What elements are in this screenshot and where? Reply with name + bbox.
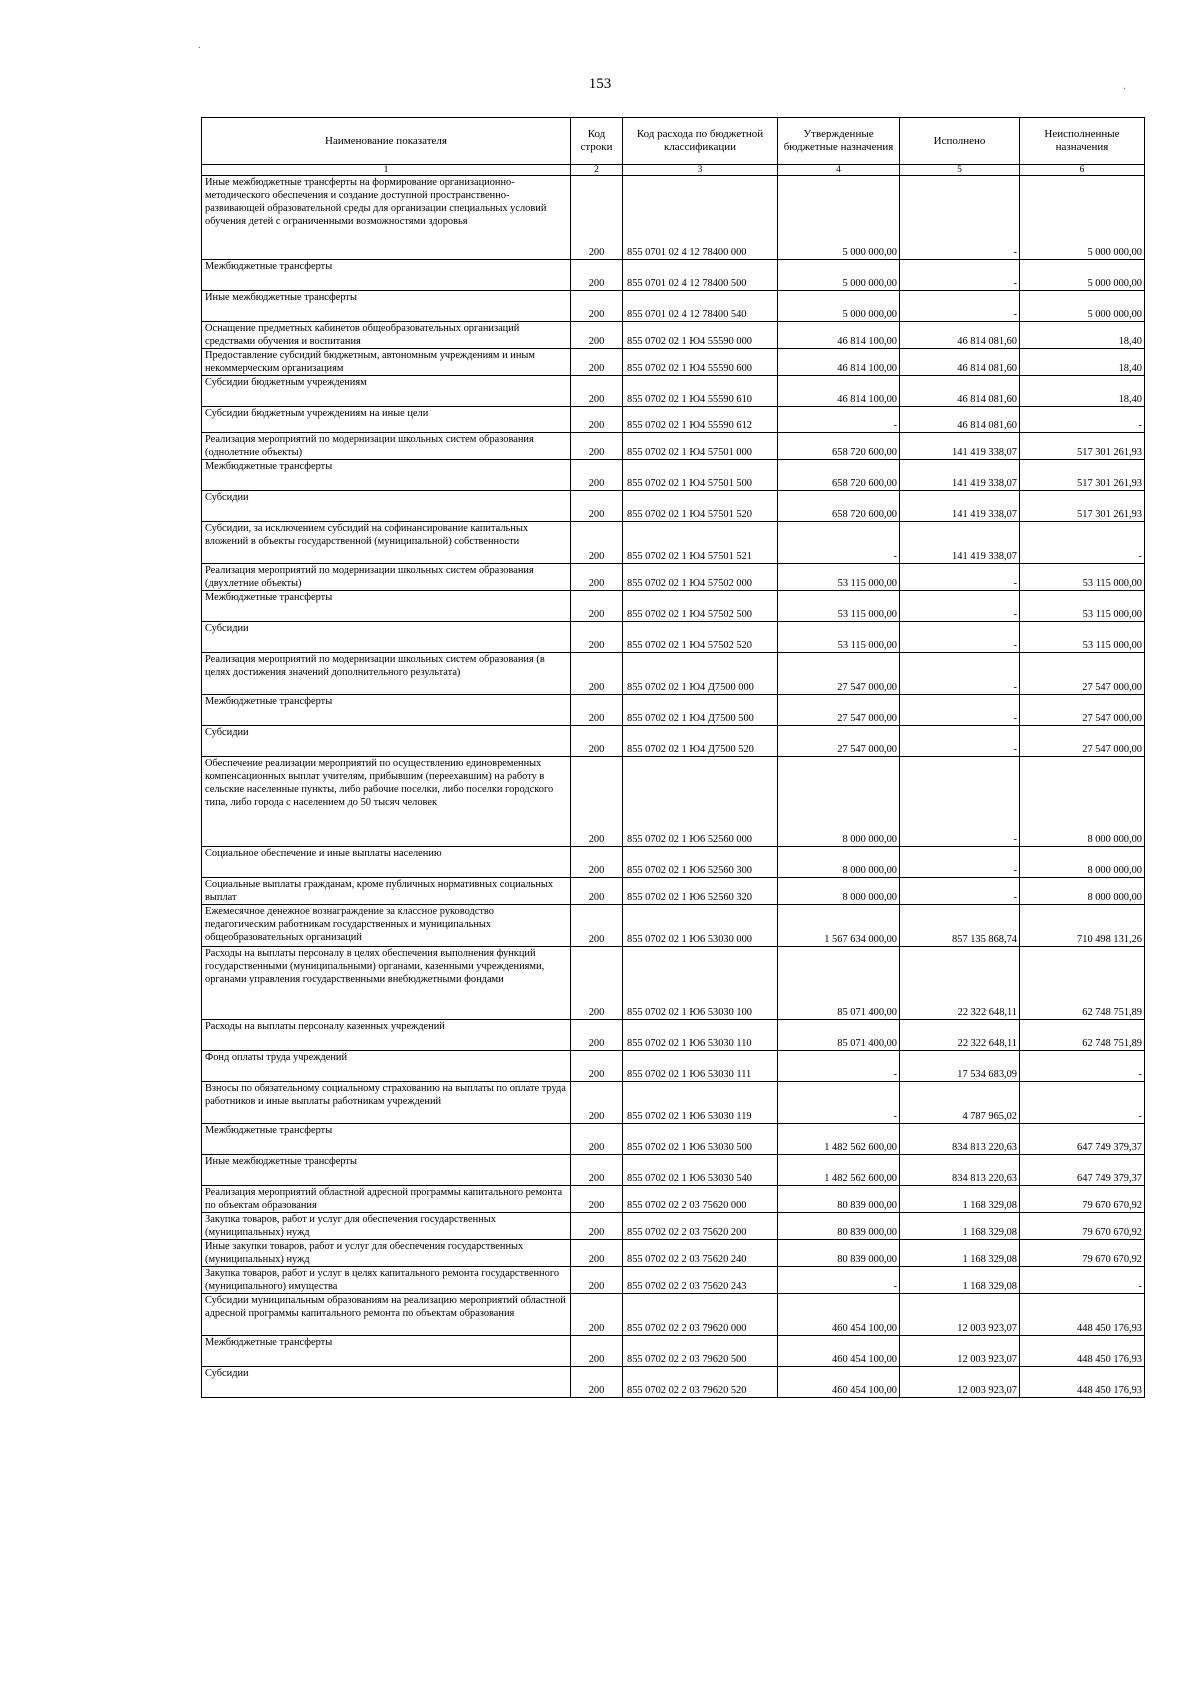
table-row bbox=[202, 1155, 1145, 1186]
table-row bbox=[202, 757, 1145, 847]
row-name: Расходы на выплаты персоналу в целях обеспечения выполнения функций государственными (муниципальными) органами, казенными учреждениями, органами управления государственными внебюджетными фондами bbox=[202, 947, 571, 1020]
approved-amount: 53 115 000,00 bbox=[778, 591, 900, 622]
approved-amount: 460 454 100,00 bbox=[778, 1367, 900, 1398]
budget-execution-table bbox=[201, 117, 1145, 1398]
budget-code: 855 0702 02 1 Ю4 Д7500 000 bbox=[623, 653, 778, 695]
table-row bbox=[202, 1124, 1145, 1155]
unexecuted-amount: - bbox=[1020, 522, 1145, 564]
line-code: 200 bbox=[571, 1020, 623, 1051]
executed-amount: 12 003 923,07 bbox=[900, 1294, 1020, 1336]
unexecuted-amount: 62 748 751,89 bbox=[1020, 947, 1145, 1020]
unexecuted-amount: 517 301 261,93 bbox=[1020, 491, 1145, 522]
line-code: 200 bbox=[571, 376, 623, 407]
executed-amount: 4 787 965,02 bbox=[900, 1082, 1020, 1124]
table-row bbox=[202, 260, 1145, 291]
line-code: 200 bbox=[571, 460, 623, 491]
table-row bbox=[202, 491, 1145, 522]
line-code: 200 bbox=[571, 1124, 623, 1155]
budget-code: 855 0701 02 4 12 78400 000 bbox=[623, 176, 778, 260]
executed-amount: - bbox=[900, 291, 1020, 322]
budget-code: 855 0701 02 4 12 78400 500 bbox=[623, 260, 778, 291]
line-code: 200 bbox=[571, 1155, 623, 1186]
line-code: 200 bbox=[571, 1267, 623, 1294]
approved-amount: 460 454 100,00 bbox=[778, 1336, 900, 1367]
table-row bbox=[202, 1186, 1145, 1213]
row-name: Ежемесячное денежное вознаграждение за классное руководство педагогическим работникам государственных и муниципальных общеобразовательных организаций bbox=[202, 905, 571, 947]
table-row bbox=[202, 947, 1145, 1020]
approved-amount: 5 000 000,00 bbox=[778, 291, 900, 322]
budget-code: 855 0702 02 1 Ю6 52560 300 bbox=[623, 847, 778, 878]
approved-amount: 8 000 000,00 bbox=[778, 757, 900, 847]
executed-amount: - bbox=[900, 653, 1020, 695]
approved-amount: 80 839 000,00 bbox=[778, 1186, 900, 1213]
table-row bbox=[202, 653, 1145, 695]
table-row bbox=[202, 460, 1145, 491]
table-row bbox=[202, 1082, 1145, 1124]
line-code: 200 bbox=[571, 176, 623, 260]
unexecuted-amount: 27 547 000,00 bbox=[1020, 695, 1145, 726]
budget-code: 855 0702 02 2 03 79620 500 bbox=[623, 1336, 778, 1367]
line-code: 200 bbox=[571, 726, 623, 757]
approved-amount: 27 547 000,00 bbox=[778, 653, 900, 695]
line-code: 200 bbox=[571, 291, 623, 322]
unexecuted-amount: 647 749 379,37 bbox=[1020, 1155, 1145, 1186]
page-number: 153 bbox=[588, 76, 612, 92]
executed-amount: 834 813 220,63 bbox=[900, 1124, 1020, 1155]
budget-code: 855 0702 02 1 Ю6 53030 119 bbox=[623, 1082, 778, 1124]
approved-amount: 1 482 562 600,00 bbox=[778, 1155, 900, 1186]
unexecuted-amount: 18,40 bbox=[1020, 322, 1145, 349]
budget-code: 855 0702 02 1 Ю4 57501 521 bbox=[623, 522, 778, 564]
line-code: 200 bbox=[571, 847, 623, 878]
line-code: 200 bbox=[571, 491, 623, 522]
unexecuted-amount: 53 115 000,00 bbox=[1020, 564, 1145, 591]
row-name: Реализация мероприятий по модернизации школьных систем образования (в целях достижения значений дополнительного результата) bbox=[202, 653, 571, 695]
budget-code: 855 0702 02 1 Ю4 Д7500 500 bbox=[623, 695, 778, 726]
approved-amount: - bbox=[778, 1267, 900, 1294]
approved-amount: 46 814 100,00 bbox=[778, 376, 900, 407]
budget-code: 855 0702 02 1 Ю4 55590 600 bbox=[623, 349, 778, 376]
row-name: Межбюджетные трансферты bbox=[202, 1336, 571, 1367]
budget-code: 855 0702 02 1 Ю4 57501 520 bbox=[623, 491, 778, 522]
table-row bbox=[202, 176, 1145, 260]
line-code: 200 bbox=[571, 1294, 623, 1336]
row-name: Субсидии бюджетным учреждениям bbox=[202, 376, 571, 407]
column-number: 5 bbox=[900, 165, 1020, 176]
budget-code: 855 0702 02 1 Ю4 55590 000 bbox=[623, 322, 778, 349]
budget-code: 855 0702 02 1 Ю6 52560 000 bbox=[623, 757, 778, 847]
unexecuted-amount: 517 301 261,93 bbox=[1020, 460, 1145, 491]
unexecuted-amount: 27 547 000,00 bbox=[1020, 653, 1145, 695]
executed-amount: - bbox=[900, 176, 1020, 260]
approved-amount: 85 071 400,00 bbox=[778, 947, 900, 1020]
table-row bbox=[202, 622, 1145, 653]
line-code: 200 bbox=[571, 757, 623, 847]
approved-amount: 8 000 000,00 bbox=[778, 878, 900, 905]
column-number: 6 bbox=[1020, 165, 1145, 176]
row-name: Межбюджетные трансферты bbox=[202, 695, 571, 726]
budget-code: 855 0702 02 1 Ю4 57501 500 bbox=[623, 460, 778, 491]
line-code: 200 bbox=[571, 433, 623, 460]
executed-amount: - bbox=[900, 622, 1020, 653]
executed-amount: - bbox=[900, 591, 1020, 622]
approved-amount: 27 547 000,00 bbox=[778, 695, 900, 726]
unexecuted-amount: 79 670 670,92 bbox=[1020, 1186, 1145, 1213]
table-row bbox=[202, 407, 1145, 433]
budget-code: 855 0702 02 2 03 79620 000 bbox=[623, 1294, 778, 1336]
table-row bbox=[202, 1020, 1145, 1051]
approved-amount: 658 720 600,00 bbox=[778, 460, 900, 491]
column-header-approved: Утвержденные бюджетные назначения bbox=[778, 118, 900, 165]
unexecuted-amount: 8 000 000,00 bbox=[1020, 878, 1145, 905]
line-code: 200 bbox=[571, 522, 623, 564]
executed-amount: 12 003 923,07 bbox=[900, 1367, 1020, 1398]
row-name: Межбюджетные трансферты bbox=[202, 591, 571, 622]
row-name: Социальное обеспечение и иные выплаты населению bbox=[202, 847, 571, 878]
budget-code: 855 0702 02 2 03 75620 200 bbox=[623, 1213, 778, 1240]
line-code: 200 bbox=[571, 1336, 623, 1367]
column-header-name: Наименование показателя bbox=[202, 118, 571, 165]
executed-amount: 46 814 081,60 bbox=[900, 349, 1020, 376]
line-code: 200 bbox=[571, 653, 623, 695]
row-name: Субсидии бюджетным учреждениям на иные цели bbox=[202, 407, 571, 433]
row-name: Межбюджетные трансферты bbox=[202, 1124, 571, 1155]
scan-speck: . bbox=[198, 40, 201, 51]
executed-amount: 141 419 338,07 bbox=[900, 433, 1020, 460]
line-code: 200 bbox=[571, 622, 623, 653]
approved-amount: 1 567 634 000,00 bbox=[778, 905, 900, 947]
row-name: Иные закупки товаров, работ и услуг для обеспечения государственных (муниципальных) нужд bbox=[202, 1240, 571, 1267]
column-number-row bbox=[202, 165, 1145, 176]
line-code: 200 bbox=[571, 322, 623, 349]
executed-amount: 46 814 081,60 bbox=[900, 407, 1020, 433]
line-code: 200 bbox=[571, 1213, 623, 1240]
budget-code: 855 0701 02 4 12 78400 540 bbox=[623, 291, 778, 322]
budget-code: 855 0702 02 1 Ю4 Д7500 520 bbox=[623, 726, 778, 757]
executed-amount: 22 322 648,11 bbox=[900, 947, 1020, 1020]
line-code: 200 bbox=[571, 1051, 623, 1082]
table-row bbox=[202, 349, 1145, 376]
row-name: Закупка товаров, работ и услуг для обеспечения государственных (муниципальных) нужд bbox=[202, 1213, 571, 1240]
approved-amount: 85 071 400,00 bbox=[778, 1020, 900, 1051]
line-code: 200 bbox=[571, 407, 623, 433]
table-row bbox=[202, 564, 1145, 591]
approved-amount: - bbox=[778, 1082, 900, 1124]
row-name: Субсидии муниципальным образованиям на реализацию мероприятий областной адресной программы капитального ремонта по объектам образования bbox=[202, 1294, 571, 1336]
line-code: 200 bbox=[571, 1367, 623, 1398]
table-row bbox=[202, 1240, 1145, 1267]
column-header-unexecuted: Неисполненные назначения bbox=[1020, 118, 1145, 165]
table-row bbox=[202, 322, 1145, 349]
budget-code: 855 0702 02 1 Ю6 53030 540 bbox=[623, 1155, 778, 1186]
table-row bbox=[202, 726, 1145, 757]
row-name: Реализация мероприятий по модернизации школьных систем образования (однолетние объекты) bbox=[202, 433, 571, 460]
executed-amount: 141 419 338,07 bbox=[900, 522, 1020, 564]
budget-code: 855 0702 02 1 Ю4 57502 520 bbox=[623, 622, 778, 653]
row-name: Субсидии bbox=[202, 491, 571, 522]
budget-code: 855 0702 02 1 Ю4 57502 500 bbox=[623, 591, 778, 622]
row-name: Субсидии bbox=[202, 622, 571, 653]
header-row bbox=[202, 118, 1145, 165]
unexecuted-amount: 62 748 751,89 bbox=[1020, 1020, 1145, 1051]
row-name: Фонд оплаты труда учреждений bbox=[202, 1051, 571, 1082]
row-name: Иные межбюджетные трансферты на формирование организационно-методического обеспечения и создание доступной пространственно-развивающей образовательной среды для организации специальных условий обучения детей с ограниченными возможностями здоровья bbox=[202, 176, 571, 260]
table-row bbox=[202, 433, 1145, 460]
budget-code: 855 0702 02 1 Ю6 53030 100 bbox=[623, 947, 778, 1020]
unexecuted-amount: 5 000 000,00 bbox=[1020, 260, 1145, 291]
line-code: 200 bbox=[571, 947, 623, 1020]
executed-amount: 141 419 338,07 bbox=[900, 460, 1020, 491]
row-name: Социальные выплаты гражданам, кроме публичных нормативных социальных выплат bbox=[202, 878, 571, 905]
executed-amount: 46 814 081,60 bbox=[900, 322, 1020, 349]
approved-amount: 658 720 600,00 bbox=[778, 433, 900, 460]
executed-amount: 12 003 923,07 bbox=[900, 1336, 1020, 1367]
approved-amount: 80 839 000,00 bbox=[778, 1213, 900, 1240]
budget-code: 855 0702 02 1 Ю4 55590 612 bbox=[623, 407, 778, 433]
approved-amount: 53 115 000,00 bbox=[778, 564, 900, 591]
table-row bbox=[202, 1336, 1145, 1367]
row-name: Оснащение предметных кабинетов общеобразовательных организаций средствами обучения и воспитания bbox=[202, 322, 571, 349]
unexecuted-amount: 79 670 670,92 bbox=[1020, 1213, 1145, 1240]
executed-amount: 1 168 329,08 bbox=[900, 1240, 1020, 1267]
budget-code: 855 0702 02 1 Ю6 53030 000 bbox=[623, 905, 778, 947]
budget-code: 855 0702 02 2 03 79620 520 bbox=[623, 1367, 778, 1398]
unexecuted-amount: 448 450 176,93 bbox=[1020, 1294, 1145, 1336]
row-name: Межбюджетные трансферты bbox=[202, 460, 571, 491]
budget-code: 855 0702 02 1 Ю6 53030 111 bbox=[623, 1051, 778, 1082]
executed-amount: 141 419 338,07 bbox=[900, 491, 1020, 522]
line-code: 200 bbox=[571, 564, 623, 591]
row-name: Реализация мероприятий областной адресной программы капитального ремонта по объектам образования bbox=[202, 1186, 571, 1213]
line-code: 200 bbox=[571, 1240, 623, 1267]
unexecuted-amount: 710 498 131,26 bbox=[1020, 905, 1145, 947]
unexecuted-amount: 448 450 176,93 bbox=[1020, 1367, 1145, 1398]
unexecuted-amount: 18,40 bbox=[1020, 349, 1145, 376]
scan-speck: · bbox=[1123, 84, 1127, 95]
approved-amount: 5 000 000,00 bbox=[778, 176, 900, 260]
row-name: Субсидии, за исключением субсидий на софинансирование капитальных вложений в объекты государственной (муниципальной) собственности bbox=[202, 522, 571, 564]
table-row bbox=[202, 376, 1145, 407]
line-code: 200 bbox=[571, 349, 623, 376]
line-code: 200 bbox=[571, 878, 623, 905]
approved-amount: - bbox=[778, 407, 900, 433]
executed-amount: - bbox=[900, 757, 1020, 847]
approved-amount: 5 000 000,00 bbox=[778, 260, 900, 291]
unexecuted-amount: 517 301 261,93 bbox=[1020, 433, 1145, 460]
column-header-line-code: Код строки bbox=[571, 118, 623, 165]
unexecuted-amount: 53 115 000,00 bbox=[1020, 591, 1145, 622]
approved-amount: 27 547 000,00 bbox=[778, 726, 900, 757]
approved-amount: - bbox=[778, 522, 900, 564]
unexecuted-amount: 79 670 670,92 bbox=[1020, 1240, 1145, 1267]
unexecuted-amount: - bbox=[1020, 407, 1145, 433]
table-row bbox=[202, 878, 1145, 905]
budget-code: 855 0702 02 1 Ю4 57502 000 bbox=[623, 564, 778, 591]
executed-amount: - bbox=[900, 695, 1020, 726]
executed-amount: 1 168 329,08 bbox=[900, 1186, 1020, 1213]
row-name: Расходы на выплаты персоналу казенных учреждений bbox=[202, 1020, 571, 1051]
budget-code: 855 0702 02 1 Ю4 57501 000 bbox=[623, 433, 778, 460]
column-number: 3 bbox=[623, 165, 778, 176]
line-code: 200 bbox=[571, 1186, 623, 1213]
approved-amount: 658 720 600,00 bbox=[778, 491, 900, 522]
approved-amount: 1 482 562 600,00 bbox=[778, 1124, 900, 1155]
line-code: 200 bbox=[571, 260, 623, 291]
unexecuted-amount: 647 749 379,37 bbox=[1020, 1124, 1145, 1155]
unexecuted-amount: - bbox=[1020, 1051, 1145, 1082]
row-name: Субсидии bbox=[202, 726, 571, 757]
unexecuted-amount: 5 000 000,00 bbox=[1020, 176, 1145, 260]
unexecuted-amount: - bbox=[1020, 1082, 1145, 1124]
unexecuted-amount: 8 000 000,00 bbox=[1020, 847, 1145, 878]
approved-amount: - bbox=[778, 1051, 900, 1082]
column-number: 4 bbox=[778, 165, 900, 176]
table-row bbox=[202, 1294, 1145, 1336]
unexecuted-amount: 53 115 000,00 bbox=[1020, 622, 1145, 653]
table-body bbox=[202, 176, 1145, 1398]
approved-amount: 53 115 000,00 bbox=[778, 622, 900, 653]
executed-amount: - bbox=[900, 564, 1020, 591]
line-code: 200 bbox=[571, 591, 623, 622]
executed-amount: - bbox=[900, 726, 1020, 757]
approved-amount: 46 814 100,00 bbox=[778, 349, 900, 376]
table-row bbox=[202, 522, 1145, 564]
budget-code: 855 0702 02 1 Ю4 55590 610 bbox=[623, 376, 778, 407]
table-row bbox=[202, 905, 1145, 947]
unexecuted-amount: 448 450 176,93 bbox=[1020, 1336, 1145, 1367]
row-name: Реализация мероприятий по модернизации школьных систем образования (двухлетние объекты) bbox=[202, 564, 571, 591]
budget-code: 855 0702 02 2 03 75620 243 bbox=[623, 1267, 778, 1294]
unexecuted-amount: - bbox=[1020, 1267, 1145, 1294]
executed-amount: 22 322 648,11 bbox=[900, 1020, 1020, 1051]
row-name: Иные межбюджетные трансферты bbox=[202, 1155, 571, 1186]
column-header-executed: Исполнено bbox=[900, 118, 1020, 165]
executed-amount: - bbox=[900, 878, 1020, 905]
unexecuted-amount: 18,40 bbox=[1020, 376, 1145, 407]
line-code: 200 bbox=[571, 695, 623, 726]
row-name: Закупка товаров, работ и услуг в целях капитального ремонта государственного (муниципального) имущества bbox=[202, 1267, 571, 1294]
table-row bbox=[202, 1213, 1145, 1240]
table-row bbox=[202, 1051, 1145, 1082]
executed-amount: 1 168 329,08 bbox=[900, 1213, 1020, 1240]
budget-code: 855 0702 02 1 Ю6 53030 110 bbox=[623, 1020, 778, 1051]
executed-amount: 834 813 220,63 bbox=[900, 1155, 1020, 1186]
unexecuted-amount: 27 547 000,00 bbox=[1020, 726, 1145, 757]
row-name: Субсидии bbox=[202, 1367, 571, 1398]
executed-amount: - bbox=[900, 847, 1020, 878]
table-row bbox=[202, 291, 1145, 322]
approved-amount: 80 839 000,00 bbox=[778, 1240, 900, 1267]
table-row bbox=[202, 591, 1145, 622]
executed-amount: - bbox=[900, 260, 1020, 291]
table-row bbox=[202, 1367, 1145, 1398]
executed-amount: 857 135 868,74 bbox=[900, 905, 1020, 947]
row-name: Предоставление субсидий бюджетным, автономным учреждениям и иным некоммерческим организациям bbox=[202, 349, 571, 376]
table-row bbox=[202, 847, 1145, 878]
table-row bbox=[202, 1267, 1145, 1294]
row-name: Взносы по обязательному социальному страхованию на выплаты по оплате труда работников и иные выплаты работникам учреждений bbox=[202, 1082, 571, 1124]
unexecuted-amount: 5 000 000,00 bbox=[1020, 291, 1145, 322]
executed-amount: 1 168 329,08 bbox=[900, 1267, 1020, 1294]
column-number: 2 bbox=[571, 165, 623, 176]
approved-amount: 460 454 100,00 bbox=[778, 1294, 900, 1336]
approved-amount: 46 814 100,00 bbox=[778, 322, 900, 349]
executed-amount: 46 814 081,60 bbox=[900, 376, 1020, 407]
row-name: Межбюджетные трансферты bbox=[202, 260, 571, 291]
budget-code: 855 0702 02 2 03 75620 000 bbox=[623, 1186, 778, 1213]
executed-amount: 17 534 683,09 bbox=[900, 1051, 1020, 1082]
column-header-budget-code: Код расхода по бюджетной классификации bbox=[623, 118, 778, 165]
line-code: 200 bbox=[571, 1082, 623, 1124]
budget-code: 855 0702 02 2 03 75620 240 bbox=[623, 1240, 778, 1267]
budget-code: 855 0702 02 1 Ю6 52560 320 bbox=[623, 878, 778, 905]
column-number: 1 bbox=[202, 165, 571, 176]
approved-amount: 8 000 000,00 bbox=[778, 847, 900, 878]
unexecuted-amount: 8 000 000,00 bbox=[1020, 757, 1145, 847]
table-row bbox=[202, 695, 1145, 726]
row-name: Иные межбюджетные трансферты bbox=[202, 291, 571, 322]
budget-code: 855 0702 02 1 Ю6 53030 500 bbox=[623, 1124, 778, 1155]
line-code: 200 bbox=[571, 905, 623, 947]
row-name: Обеспечение реализации мероприятий по осуществлению единовременных компенсационных выплат учителям, прибывшим (переехавшим) на работу в сельские населенные пункты, либо рабочие поселки, либо поселки городского типа, либо города с населением до 50 тысяч человек bbox=[202, 757, 571, 847]
